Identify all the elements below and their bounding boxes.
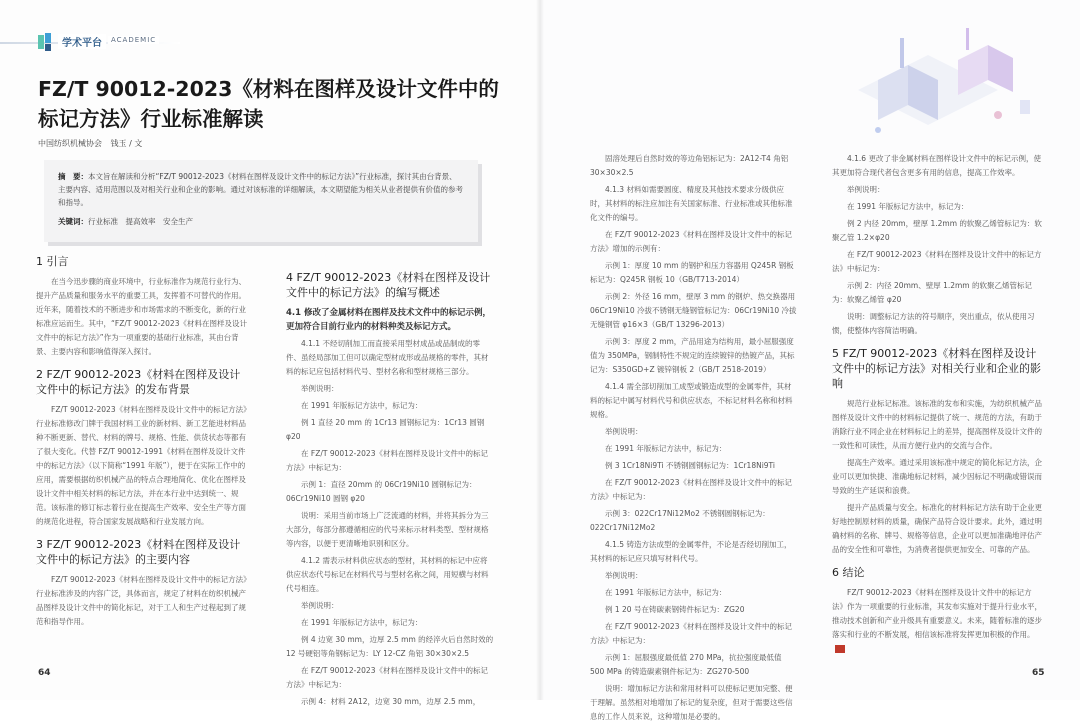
example-line: 例 1 直径 20 mm 的 1Cr13 圆钢标记为：1Cr13 圆钢 φ20 [286, 418, 485, 441]
example-line: 在 FZ/T 90012-2023《材料在图样及设计文件中的标记方法》中标记为： [590, 622, 792, 645]
example-label: 举例说明： [301, 384, 339, 393]
keywords-label: 关键词： [58, 217, 88, 226]
example-line: 示例 3：022Cr17Ni12Mo2 不锈钢圆钢标记为：022Cr17Ni12Mo2 [590, 509, 770, 532]
paragraph: 提升产品质量与安全。标准化的材料标记方法有助于企业更好地控制原材料的质量，确保产品符合设计要求。此外，通过明确材料的名称、牌号、规格等信息，企业可以更加准确地评估产品的安全性和可靠性，为消费者提供更加安全、可靠的产品。 [832, 503, 1042, 554]
example-line: 示例 2：外径 16 mm，壁厚 3 mm 的钢炉、热交换器用 06Cr19Ni10 冷拔不锈钢无缝钢管标记为：06Cr19Ni10 冷拔无缝钢管 φ16×3（GB/T 13296-2013） [590, 292, 797, 329]
section-1-heading: 1 引言 [36, 255, 69, 268]
paragraph: 固溶处理后自然时效的等边角铝标记为：2A12-T4 角铝 30×30×2.5 [590, 154, 789, 177]
section-label-en: ACADEMIC [108, 36, 159, 44]
column-2 [286, 262, 494, 712]
subsection-4-1-heading: 4.1 修改了金属材料在图样及技术文件中的标记示例，更加符合目前行业内的材料种类及标记方式。 [286, 308, 492, 332]
byline-author: 钱玉 / 文 [110, 139, 143, 148]
section-mark-icon [38, 33, 52, 51]
example-line: 例 4 边宽 30 mm，边厚 2.5 mm 的经淬火后自然时效的 12 号硬铝等角钢标记为：LY 12-CZ 角铝 30×30×2.5 [286, 635, 494, 658]
example-line: 例 2 内径 20mm，壁厚 1.2mm 的软聚乙烯管标记为：软聚乙管 1.2×φ20 [832, 219, 1042, 242]
end-mark-icon [835, 645, 845, 653]
example-line: 示例 4：材料 2A12，边宽 30 mm，边厚 2.5 mm， [301, 697, 481, 706]
page-number-right: 65 [1032, 668, 1045, 678]
example-line: 示例 2：内径 20mm、壁厚 1.2mm 的软聚乙烯管标记为：软聚乙烯管 φ20 [832, 281, 1033, 304]
section-4-heading: 4 FZ/T 90012-2023《材料在图样及设计文件中的标记方法》的编写概述 [286, 271, 491, 299]
conclusion-text: FZ/T 90012-2023《材料在图样及设计文件中的标记方法》作为一项重要的行业标准，其发布实施对于提升行业水平，推动技术创新和产业升级具有重要意义。未来，随着标准的逐步落实和行业的不断发展，相信该标准将发挥更加积极的作用。 [832, 588, 1042, 639]
abstract-text: 本文旨在解读和分析“FZ/T 90012-2023《材料在图样及设计文件中的标记方法》”行业标准，探讨其由台背景、主要内容、适用范围以及对相关行业和企业的影响。通过对该标准的详细解读，本文期望能为相关从业者提供有价值的参考和指导。 [58, 172, 463, 207]
article-title: FZ/T 90012-2023《材料在图样及设计文件中的标记方法》行业标准解读 [38, 77, 499, 131]
example-line: 示例 3：厚度 2 mm，产品用途为结构用，最小屈服强度值为 350MPa，钢制特性不规定的连续镀锌的热镀产品，其标记为：S350GD+Z 镀锌钢板 2（GB/T 2518-2019） [590, 337, 795, 374]
example-line: 例 1 20 号在铸碳素钢铸件标记为：ZG20 [605, 605, 745, 614]
example-line: 在 1991 年版标记方法中，标记为： [301, 401, 423, 410]
paragraph: FZ/T 90012-2023《材料在图样及设计文件中的标记方法》行业标准修改门牌于我国材料工业的新材料、新工艺能进材料品种不断更新、替代、材料的牌号、规格、性能、供货状态等都有了很大变化。代替 FZ/T 90012-1991《材料在图样及设计文件中的标记方法》（以下简称“1991 年版”），便于在实际工作中的应用，需要根据纺织机械产品的特点合理地简化、优化在图样及设计文件中相关材料的标记方法，并在本行业中达到统一、规范。该标准的修订标志着行业在提高生产效率、安全生产等方面的规范化进程，符合国家发展战略和行业发展方向。 [36, 405, 247, 526]
paragraph: 4.1.4 需全部切削加工成型或锻造成型的金属零件，其材料的标记中属写材料代号和供应状态，不标记材料名称和材料规格。 [590, 382, 793, 419]
example-line: 示例 1：屈服强度最低值 270 MPa，抗拉强度最低值 500 MPa 的铸造碳素钢件标记为：ZG270-500 [590, 653, 782, 676]
keywords-line [58, 215, 464, 228]
example-line: 示例 1：厚度 10 mm 的钢护和压力容器用 Q245R 钢板标记为：Q245R 钢板 10（GB/T713-2014） [590, 261, 794, 284]
paragraph: 在当今迅步骤的商业环境中，行业标准作为规范行业行为、提升产品质量和服务水平的重要工具，发挥着不可替代的作用。近年来，随着技术的不断进步和市场需求的不断变化，新的行业标准应运而生。其中，“FZ/T 90012-2023《材料在图样及设计文件中的标记方法》”作为一项重要的基础行业标准，其由台背景、主要内容和影响值得深入探讨。 [36, 277, 247, 356]
example-label: 举例说明： [605, 427, 643, 436]
paragraph: 4.1.6 更改了非金属材料在图样设计文件中的标记示例，使其更加符合现代者包含更多有用的信息，提高工作效率。 [832, 154, 1041, 177]
example-line: 在 FZ/T 90012-2023《材料在图样及设计文件中的标记方法》增加的示例有： [590, 230, 792, 253]
example-label: 举例说明： [301, 601, 339, 610]
section-6-heading: 6 结论 [832, 566, 865, 579]
example-line: 在 FZ/T 90012-2023《材料在图样及设计文件中的标记方法》中标记为： [832, 250, 1042, 273]
binding-gutter [536, 0, 544, 700]
paragraph: 规范行业标记标准。该标准的发布和实施，为纺织机械产品图样及设计文件中的材料标记提供了统一、规范的方法，有助于消除行业不同企业在材料标记上的差异，提高图样及设计文件的一致性和可读性，从而方便行业内的交流与合作。 [832, 399, 1042, 450]
page-number-left: 64 [38, 668, 51, 678]
paragraph: 4.1.1 不经切削加工而直接采用型材成品或品制成的零件、虽经局部加工但可以确定型材成形或品规格的零件，其材料的标记应包括材料代号、型材名称和型材规格三部分。 [286, 339, 489, 376]
section-2-heading: 2 FZ/T 90012-2023《材料在图样及设计文件中的标记方法》的发布背景 [36, 368, 241, 396]
column-1 [36, 246, 248, 632]
example-note: 说明：增加标记方法和常用材料可以使标记更加完整、便于理解。虽然相对地增加了标记的复杂度，但对于需要这些信息的工作人员来说，这种增加是必要的。 [590, 684, 793, 721]
section-5-heading: 5 FZ/T 90012-2023《材料在图样及设计文件中的标记方法》对相关行业和企业的影响 [832, 347, 1041, 390]
example-line: 在 FZ/T 90012-2023《材料在图样及设计文件中的标记方法》中标记为： [286, 449, 488, 472]
example-label: 举例说明： [847, 185, 885, 194]
example-line: 在 1991 年版标记方法中，标记为： [605, 444, 727, 453]
paragraph: 4.1.3 材料如需要圆度、精度及其他技术要求分级供应时，其材料的标注应加注有关国家标准、行业标准或其他标准化文件的编号。 [590, 185, 793, 222]
paragraph: FZ/T 90012-2023《材料在图样及设计文件中的标记方法》行业标准涉及的内容广泛，具体而言，规定了材料在纺织机械产品图样及设计文件中的简化标记，对于工人和生产过程起到了规范和指导作用。 [36, 575, 247, 626]
paragraph-conclusion [832, 586, 1042, 656]
paragraph: 4.1.2 需表示材料供应状态的型材，其材料的标记中应将供应状态代号标记在材料代号与型材名称之间，用短横与材料代号相连。 [286, 556, 489, 593]
column-3 [590, 152, 798, 727]
section-header [0, 30, 180, 56]
byline-org: 中国纺织机械协会 [38, 139, 102, 148]
example-line: 在 1991 年版标记方法中，标记为： [847, 202, 969, 211]
example-line: 在 1991 年版标记方法中，标记为： [605, 588, 727, 597]
column-4 [832, 152, 1042, 659]
left-page [0, 0, 540, 706]
example-line: 在 FZ/T 90012-2023《材料在图样及设计文件中的标记方法》中标记为： [590, 478, 792, 501]
example-note: 说明：调整标记方法的符号顺序，突出重点，依从使用习惯，使整体内容简洁明确。 [832, 312, 1035, 335]
section-label: 学术平台 [58, 34, 106, 49]
example-line: 例 3 1Cr18Ni9Ti 不锈钢圆钢标记为：1Cr18Ni9Ti [605, 461, 775, 470]
example-label: 举例说明： [605, 571, 643, 580]
paragraph: 4.1.5 铸造方法成型的金属零件，不论是否经切削加工，其材料的标记应只填写材料代号。 [590, 540, 792, 563]
example-line: 示例 1：直径 20mm 的 06Cr19Ni10 圆钢标记为：06Cr19Ni10 圆钢 φ20 [286, 480, 477, 503]
abstract-box [44, 160, 478, 242]
keywords-text: 行业标准 提高效率 安全生产 [88, 217, 193, 226]
example-line: 在 FZ/T 90012-2023《材料在图样及设计文件中的标记方法》中标记为： [286, 666, 488, 689]
example-note: 说明：采用当前市场上广泛流通的材料，并将其拆分为三大部分，每部分都遵循相应的代号来标示材料类型、型材规格等内容，以便于更清晰地识别和区分。 [286, 511, 489, 548]
isometric-illustration [838, 20, 1048, 150]
byline [38, 138, 148, 149]
paragraph: 提高生产效率。通过采用该标准中规定的简化标记方法，企业可以更加快捷、准确地标记材料，减少因标记不明确或错误而导致的生产延误和浪费。 [832, 458, 1042, 495]
example-line: 在 1991 年版标记方法中，标记为： [301, 618, 423, 627]
abstract-label: 摘 要： [58, 172, 88, 181]
section-3-heading: 3 FZ/T 90012-2023《材料在图样及设计文件中的标记方法》的主要内容 [36, 538, 241, 566]
